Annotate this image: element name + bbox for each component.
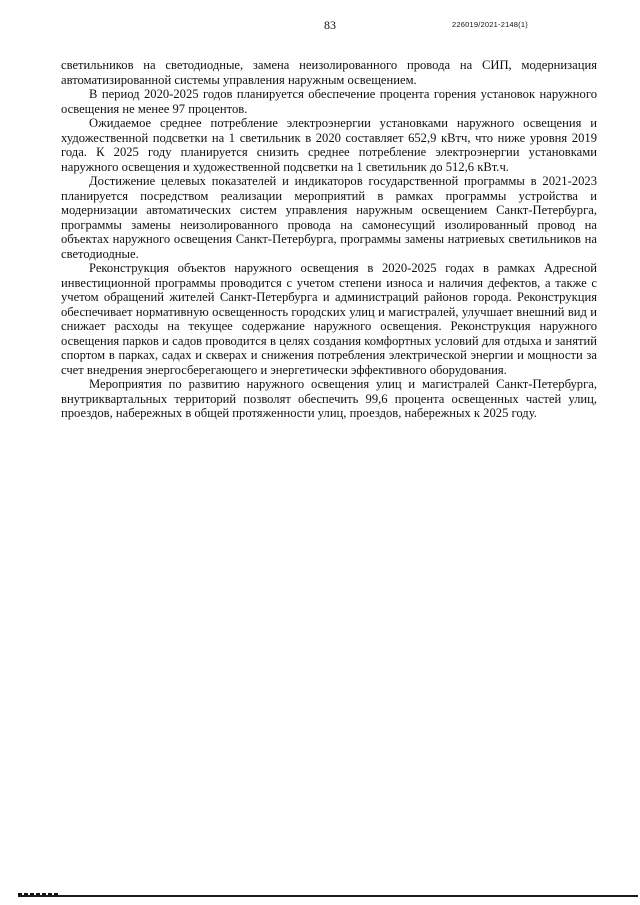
bottom-rule xyxy=(18,895,638,897)
paragraph: Мероприятия по развитию наружного освещения улиц и магистралей Санкт-Петербурга, внутриквартальных территорий позволят обеспечить 99,6 процента освещенных частей улиц, проездов, набережных в общей протяженности улиц, проездов, набережных к 2025 году. xyxy=(61,377,597,420)
paragraph: Ожидаемое среднее потребление электроэнергии установками наружного освещения и художественной подсветки на 1 светильник в 2020 составляет 652,9 кВтч, что ниже уровня 2019 года. К 2025 году планируется снизить среднее потребление электроэнергии установками наружного освещения и художественной подсветки на 1 светильник до 512,6 кВт.ч. xyxy=(61,116,597,174)
paragraph: В период 2020-2025 годов планируется обеспечение процента горения установок наружного освещения не менее 97 процентов. xyxy=(61,87,597,116)
document-body xyxy=(61,58,597,421)
paragraph: Достижение целевых показателей и индикаторов государственной программы в 2021-2023 планируется посредством реализации мероприятий в рамках программы устройства и модернизации автоматических систем управления наружным освещением Санкт-Петербурга, программы замены неизолированного провода на самонесущий изолированный провод на объектах наружного освещения Санкт-Петербурга, программы замены натриевых светильников на светодиодные. xyxy=(61,174,597,261)
paragraph: светильников на светодиодные, замена неизолированного провода на СИП, модернизация автоматизированной системы управления наружным освещением. xyxy=(61,58,597,87)
document-code: 226019/2021-2148(1) xyxy=(452,20,528,29)
paragraph: Реконструкция объектов наружного освещения в 2020-2025 годах в рамках Адресной инвестиционной программы проводится с учетом степени износа и наличия дефектов, а также с учетом обращений жителей Санкт-Петербурга и администраций районов города. Реконструкция обеспечивает нормативную освещенность городских улиц и магистралей, улучшает внешний вид и снижает расходы на текущее содержание наружного освещения. Реконструкция наружного освещения парков и садов проводится в целях создания комфортных условий для отдыха и занятий спортом в парках, садах и скверах и снижения потребления электрической энергии и мощности за счет внедрения энергосберегающего и энергетически эффективного оборудования. xyxy=(61,261,597,377)
page-number: 83 xyxy=(324,18,336,32)
